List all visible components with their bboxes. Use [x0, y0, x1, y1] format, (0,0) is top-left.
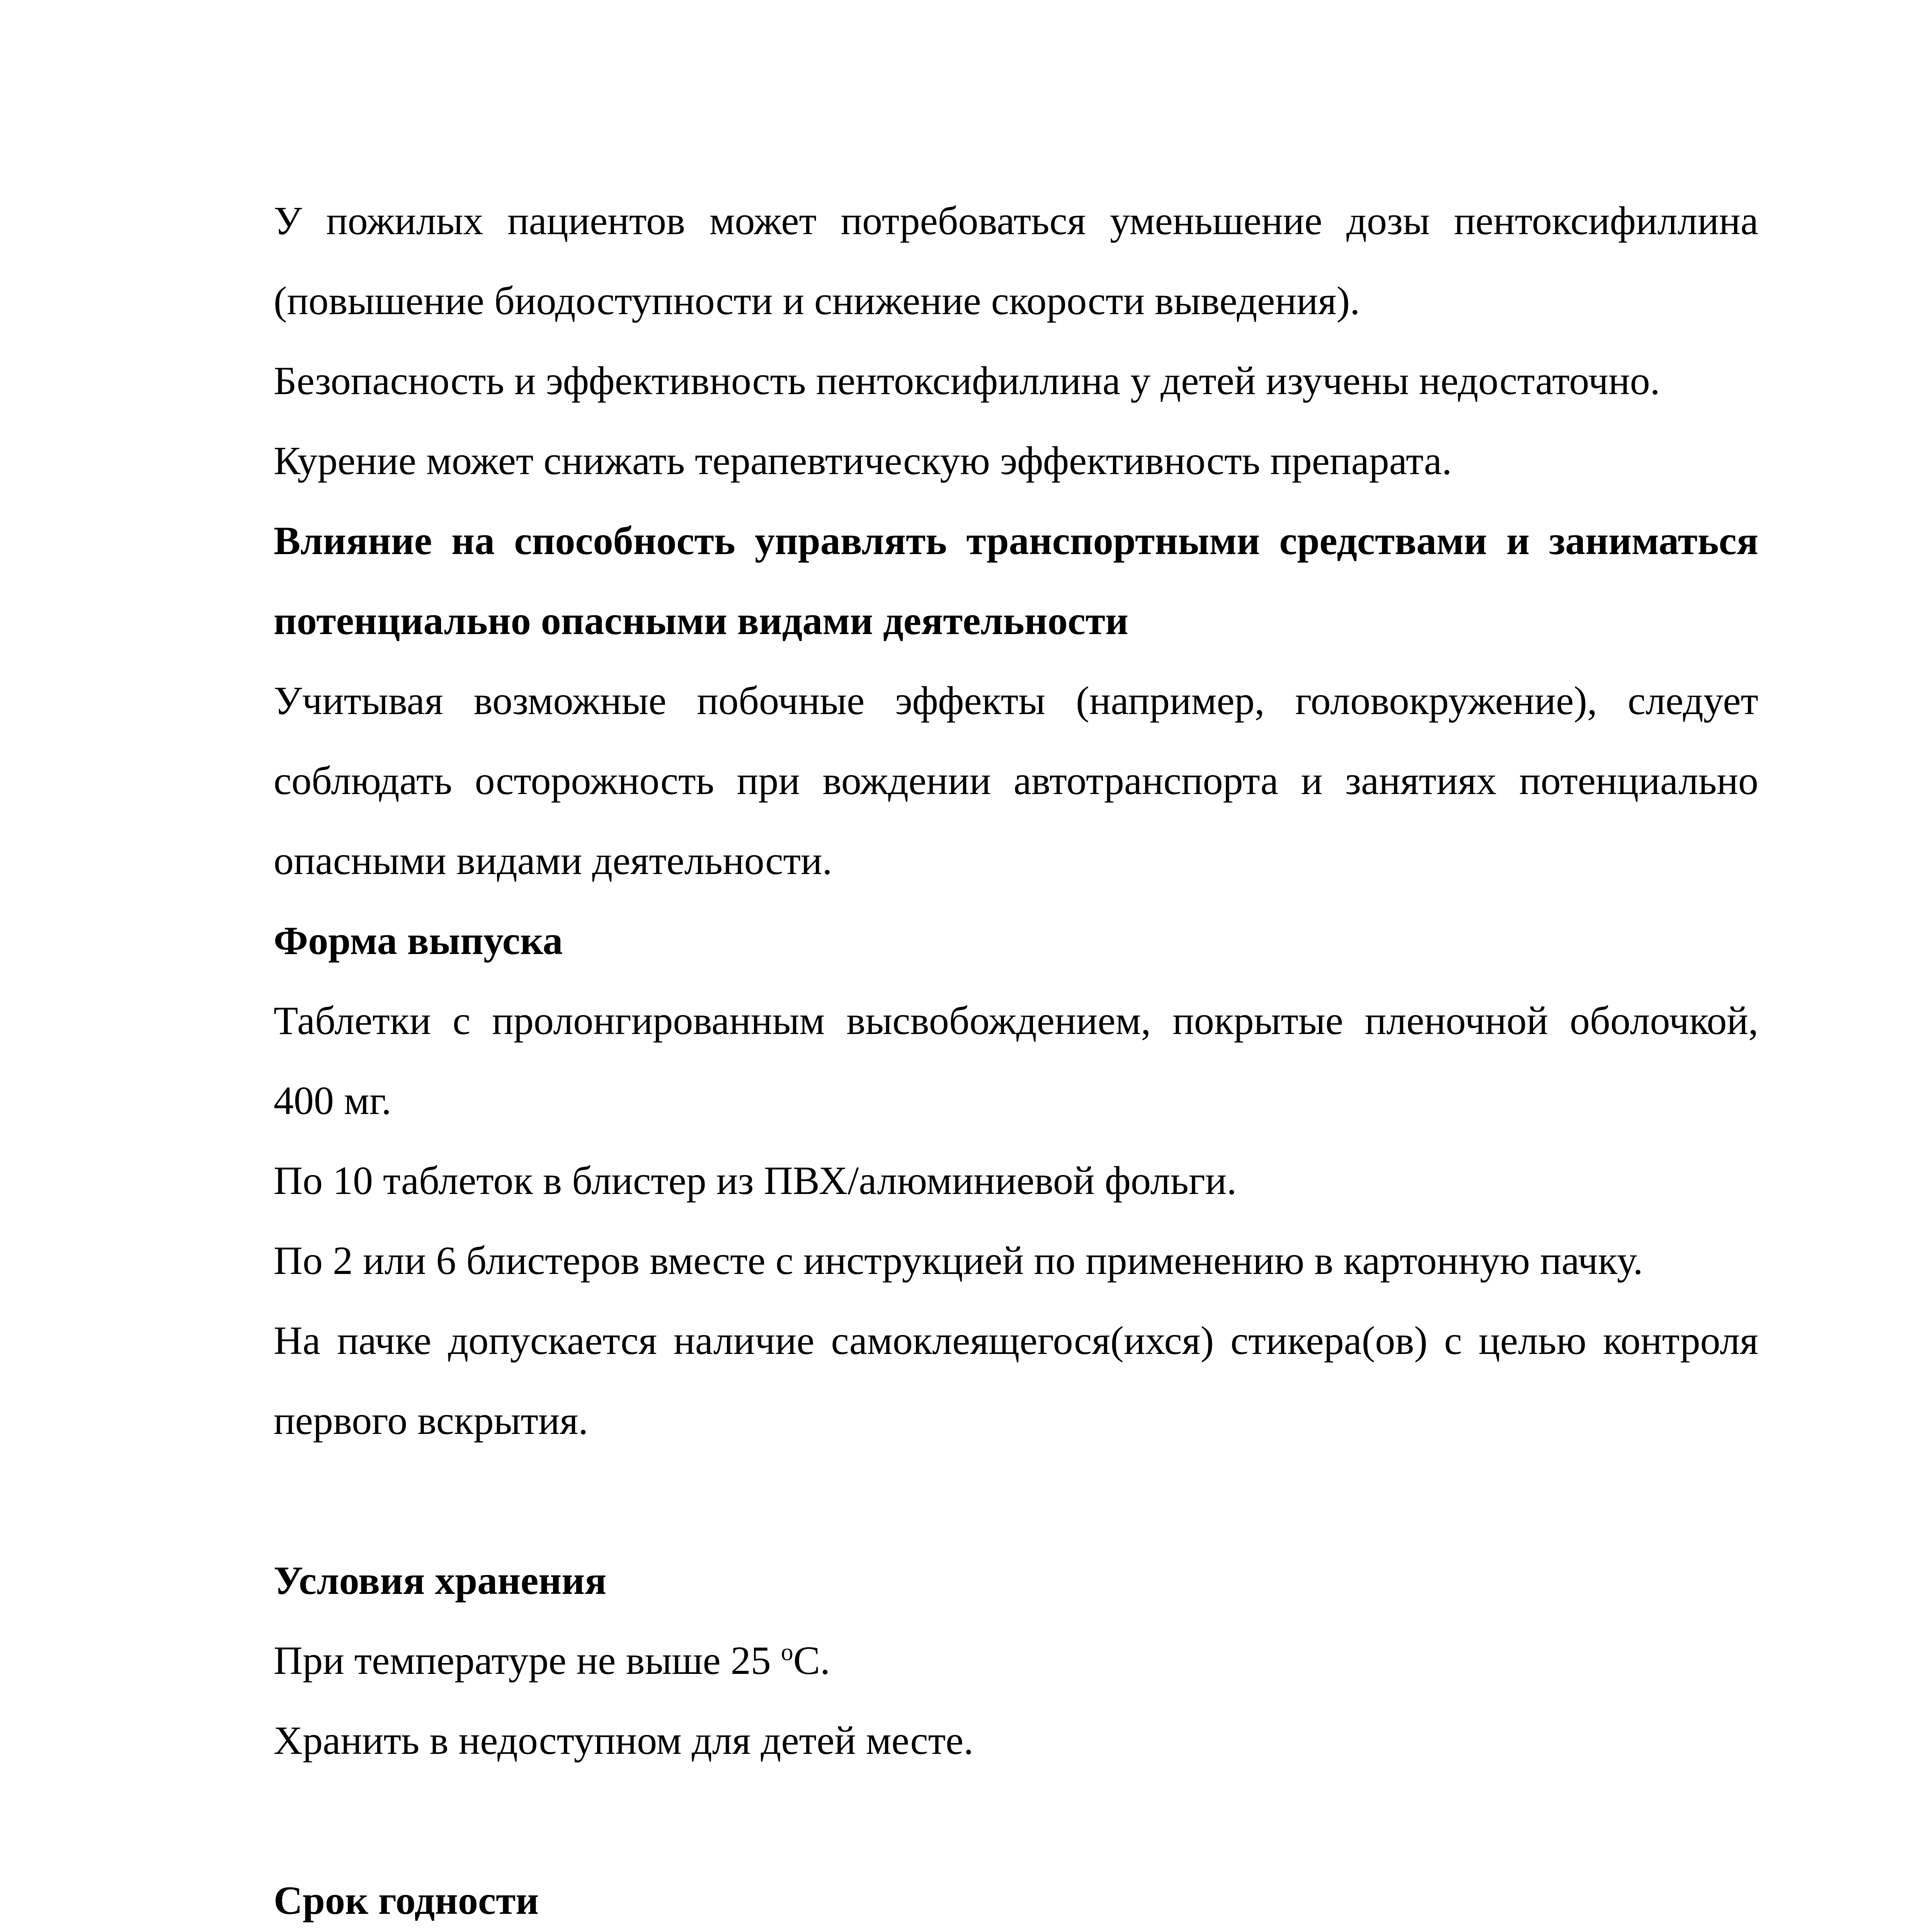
storage-children-paragraph: Хранить в недоступном для детей месте. [274, 1718, 974, 1763]
storage-temperature-suffix: С. [793, 1638, 830, 1683]
release-form-tablets-paragraph: Таблетки с пролонгированным высвобождением, покрытые пленочной оболочкой, 400 мг. [274, 998, 1758, 1123]
page-content [274, 181, 1758, 1932]
children-safety-paragraph: Безопасность и эффективность пентоксифиллина у детей изучены недостаточно. [274, 359, 1660, 403]
storage-temperature-prefix: При температуре не выше 25 [274, 1638, 781, 1683]
degree-mark: о [781, 1638, 793, 1666]
section-spacer [274, 1461, 1758, 1541]
elderly-dosage-paragraph: У пожилых пациентов может потребоваться уменьшение дозы пентоксифиллина (повышение биодоступности и снижение скорости выведения). [274, 199, 1758, 323]
storage-temperature-paragraph [274, 1621, 1758, 1701]
release-form-heading: Форма выпуска [274, 918, 563, 963]
driving-paragraph: Учитывая возможные побочные эффекты (например, головокружение), следует соблюдать осторожность при вождении автотранспорта и занятиях потенциально опасными видами деятельности. [274, 679, 1758, 883]
release-form-pack-paragraph: По 2 или 6 блистеров вместе с инструкцией по применению в картонную пачку. [274, 1238, 1643, 1283]
storage-heading: Условия хранения [274, 1558, 607, 1603]
release-form-blister-paragraph: По 10 таблеток в блистер из ПВХ/алюминиевой фольги. [274, 1158, 1237, 1203]
section-spacer [274, 1781, 1758, 1861]
smoking-paragraph: Курение может снижать терапевтическую эффективность препарата. [274, 439, 1452, 483]
release-form-sticker-paragraph: На пачке допускается наличие самоклеящегося(ихся) стикера(ов) с целью контроля первого вскрытия. [274, 1318, 1758, 1443]
driving-heading: Влияние на способность управлять транспортными средствами и заниматься потенциально опасными видами деятельности [274, 519, 1758, 643]
shelf-life-heading: Срок годности [274, 1878, 539, 1923]
